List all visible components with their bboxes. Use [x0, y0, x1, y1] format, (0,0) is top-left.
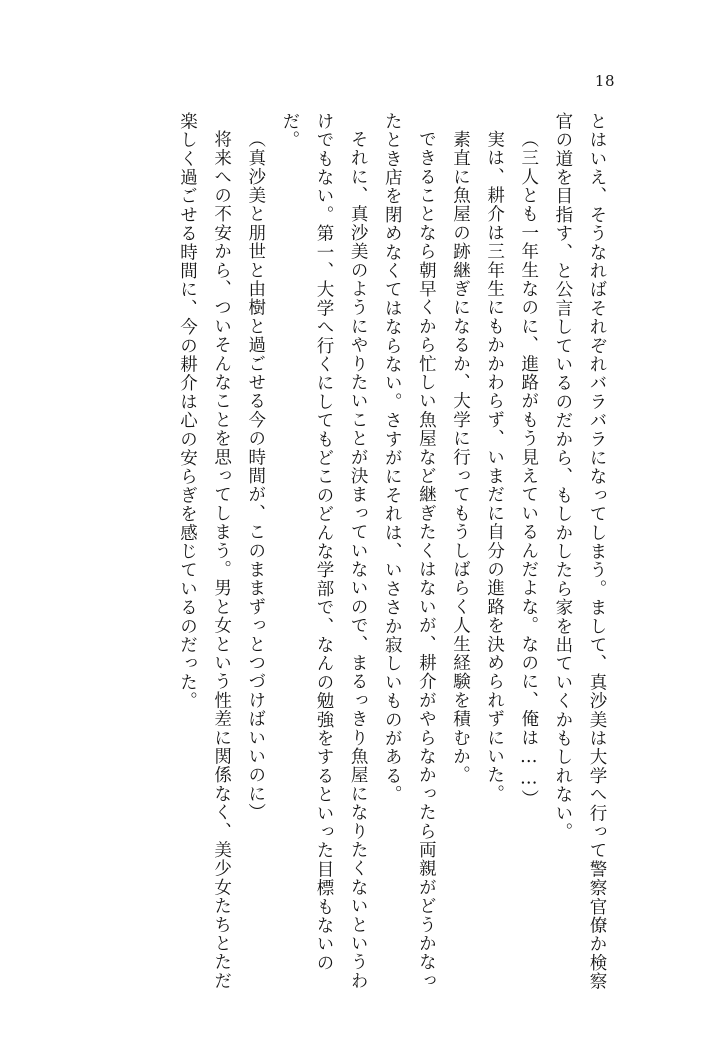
paragraph: 実は、耕介は三年生にもかかわらず、いまだに自分の進路を決められずにいた。 — [484, 129, 505, 803]
paragraph: それに、真沙美のようにやりたいことが決まっていないので、まるっきり魚屋になりたくないというわけでもない。第一、大学へ行くにしてもどこのどんな学部で、なんの勉強をするといった目標もないのだ。 — [279, 112, 369, 990]
paragraph: 将来への不安から、ついそんなことを思ってしまう。男と女という性差に関係なく、美少女たちとただ楽しく過ごせる時間に、今の耕介は心の安らぎを感じているのだった。 — [177, 112, 232, 990]
paragraph: とはいえ、そうなればそれぞれバラバラになってしまう。まして、真沙美は大学へ行って警察官僚か検察官の道を目指す、と公言しているのだから、もしかしたら家を出ていくかもしれない。 — [552, 112, 607, 991]
paragraph: （真沙美と朋世と由樹と過ごせる今の時間が、このままずっとつづけばいいのに） — [245, 129, 266, 822]
paragraph: 素直に魚屋の跡継ぎになるか、大学に行ってもうしばらく人生経験を積むか。 — [450, 129, 471, 784]
paragraph: できることなら朝早くから忙しい魚屋など継ぎたくはないが、耕介がやらなかったら両親がどうかなったとき店を閉めなくてはならない。さすがにそれは、いささか寂しいものがある。 — [382, 112, 437, 990]
page-body-text — [104, 112, 614, 992]
paragraph: （三人とも一年生なのに、進路がもう見えているんだよな。なのに、俺は……） — [518, 129, 539, 808]
page-number: 18 — [594, 72, 615, 90]
